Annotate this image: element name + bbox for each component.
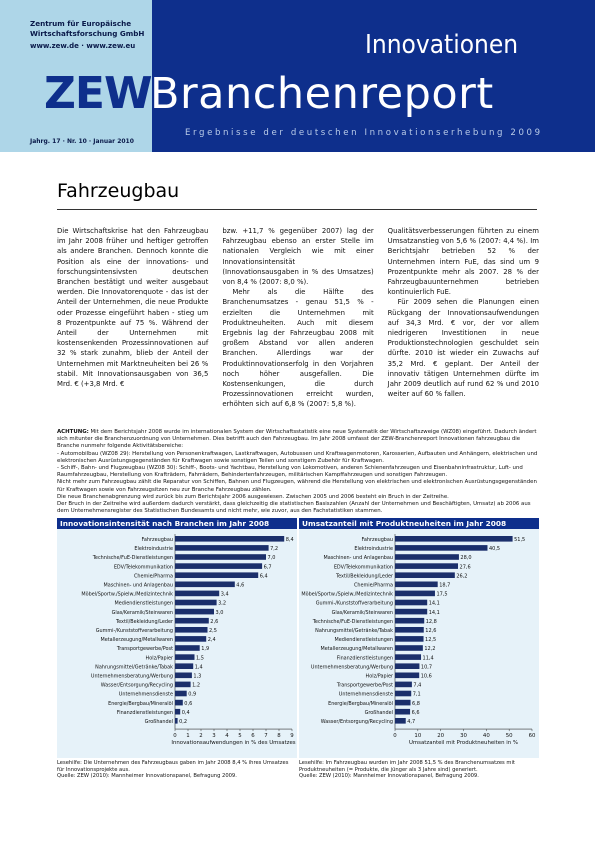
caption-text: Lesehilfe: Im Fahrzeugbau wurden im Jahr 2008 51,5 % des Branchenumsatzes mit Produktneuheiten (= Produkte, die jünger als 3 Jahre sind) generiert. xyxy=(299,760,515,773)
bar-value-label: 28,0 xyxy=(460,555,472,562)
bar xyxy=(395,636,424,642)
bar xyxy=(395,691,411,697)
x-tick-label: 60 xyxy=(528,733,536,740)
bar xyxy=(175,618,209,624)
caption-left xyxy=(57,760,297,780)
x-tick-label: 40 xyxy=(482,733,490,740)
bar xyxy=(175,700,183,706)
bar-value-label: 12,6 xyxy=(425,628,437,634)
x-tick-label: 9 xyxy=(290,733,294,740)
category-label: Holz/Papier xyxy=(365,673,393,680)
bar-value-label: 2,6 xyxy=(210,618,219,625)
header-banner xyxy=(0,0,595,152)
bar-value-label: 6,6 xyxy=(411,709,420,716)
bar-value-label: 2,5 xyxy=(209,628,217,634)
category-label: Großhandel xyxy=(364,709,393,716)
bar-value-label: 1,9 xyxy=(201,646,210,653)
category-label: Unternehmensdienste xyxy=(338,691,393,698)
bar xyxy=(175,582,235,588)
bar-value-label: 4,6 xyxy=(236,582,245,589)
category-label: Wasser/Entsorgung/Recycling xyxy=(100,682,173,689)
bar-value-label: 14,1 xyxy=(428,609,440,616)
bar-value-label: 10,7 xyxy=(420,664,433,671)
org-name xyxy=(30,19,144,39)
category-label: Chemie/Pharma xyxy=(133,573,173,580)
x-axis-title: Umsatzanteil mit Produktneuheiten in % xyxy=(408,740,519,747)
category-label: Textil/Bekleidung/Leder xyxy=(335,573,393,580)
category-label: Fahrzeugbau xyxy=(141,537,173,543)
bar-value-label: 10,6 xyxy=(420,673,432,680)
category-label: Gummi-/Kunststoffverarbeitung xyxy=(315,600,393,607)
bar xyxy=(175,600,217,606)
bar xyxy=(395,582,438,588)
bar xyxy=(395,663,419,669)
bar xyxy=(175,636,206,642)
x-tick-label: 5 xyxy=(238,733,242,740)
issue-info: Jahrg. 17 · Nr. 10 · Januar 2010 xyxy=(30,138,134,145)
bar xyxy=(175,536,284,542)
bar-value-label: 14,1 xyxy=(428,600,440,607)
bar-value-label: 8,4 xyxy=(285,537,294,543)
x-tick-label: 2 xyxy=(199,733,203,740)
category-label: EDV/Telekommunikation xyxy=(113,564,173,571)
category-label: Glas/Keramik/Steinwaren xyxy=(331,609,393,616)
x-tick-label: 30 xyxy=(460,733,467,740)
x-tick-label: 10 xyxy=(414,733,422,740)
header-left-panel xyxy=(0,0,152,152)
bar xyxy=(395,645,423,651)
bar xyxy=(395,591,435,597)
bar-value-label: 17,5 xyxy=(436,591,448,598)
x-tick-label: 20 xyxy=(437,733,445,740)
chart-product-novelty-share xyxy=(299,518,539,758)
report-title-line-1: Innovationen xyxy=(365,30,519,60)
org-urls[interactable]: www.zew.de · www.zew.eu xyxy=(30,42,136,50)
bar xyxy=(175,654,195,660)
bar xyxy=(175,609,214,615)
page-title: Fahrzeugbau xyxy=(57,180,180,202)
bar xyxy=(395,700,411,706)
bar xyxy=(395,618,424,624)
category-label: Textil/Bekleidung/Leder xyxy=(115,618,173,625)
category-label: Elektroindustrie xyxy=(354,546,393,553)
org-line-2: Wirtschaftsforschung GmbH xyxy=(30,29,145,38)
bar-value-label: 7,0 xyxy=(267,555,276,562)
category-label: Gummi-/Kunststoffverarbeitung xyxy=(95,628,173,634)
note-label: ACHTUNG: xyxy=(57,429,89,435)
chart-title: Umsatzanteil mit Produktneuheiten im Jahr 2008 xyxy=(299,518,539,529)
report-title-line-2: Branchenreport xyxy=(150,69,494,119)
paragraph: Für 2009 sehen die Planungen einen Rückgang der Innovationsaufwendungen auf 34,3 Mrd. € vor, der vor allem niedrigeren Investitionen in neue Produktionstechnologien geschuldet sein dürfte. 2010 ist wieder ein Zuwachs auf 35,2 Mrd. € geplant. Der Anteil der innovativ tätigen Unternehmen dürfte im Jahr 2009 deutlich auf rund 62 % und 2010 weiter auf 60 % fallen. xyxy=(387,298,539,399)
bar-value-label: 1,3 xyxy=(193,673,202,680)
bar xyxy=(175,591,219,597)
org-line-1: Zentrum für Europäische xyxy=(30,19,132,28)
bar xyxy=(175,691,187,697)
bar xyxy=(175,709,180,715)
bar-value-label: 7,2 xyxy=(270,546,279,553)
category-label: Großhandel xyxy=(144,719,173,725)
category-label: Mediendienstleistungen xyxy=(334,637,393,644)
article-column-2 xyxy=(222,226,373,410)
x-tick-label: 3 xyxy=(212,733,216,740)
category-label: Elektroindustrie xyxy=(134,546,173,553)
paragraph: Qualitätsverbesserungen führten zu einem Umsatzanstieg von 5,6 % (2007: 4,4 %). Im Berichtsjahr betrieben 52 % der Unternehmen intern FuE, das sind um 9 Prozentpunkte mehr als 2007. 28 % der Fahrzeugbauunternehmen betrieben kontinuierlich FuE. xyxy=(387,227,539,297)
x-tick-label: 8 xyxy=(277,733,281,740)
bar-value-label: 12,5 xyxy=(425,637,437,644)
category-label: Energie/Bergbau/Mineralöl xyxy=(328,700,393,707)
article-body xyxy=(57,226,539,410)
bar-value-label: 6,8 xyxy=(412,700,420,707)
category-label: Chemie/Pharma xyxy=(353,582,393,589)
bar xyxy=(395,627,424,633)
category-label: Möbel/Sportw./Spielw./Medizintechnik xyxy=(301,591,393,598)
bar-value-label: 27,6 xyxy=(459,564,471,571)
bar-value-label: 11,4 xyxy=(422,655,434,662)
bar xyxy=(175,545,269,551)
category-label: Maschinen- und Anlagenbau xyxy=(103,582,173,589)
category-label: Holz/Papier xyxy=(145,655,173,662)
bar xyxy=(395,709,410,715)
bar xyxy=(395,673,419,679)
bar-value-label: 1,2 xyxy=(192,682,201,689)
bar xyxy=(175,645,200,651)
note-intro xyxy=(57,429,539,451)
bar xyxy=(175,718,178,724)
bar xyxy=(175,572,258,578)
classification-note xyxy=(57,429,539,515)
caption-source: Quelle: ZEW (2010): Mannheimer Innovationspanel, Befragung 2009. xyxy=(57,773,237,780)
x-tick-label: 7 xyxy=(264,733,268,740)
bar-value-label: 2,4 xyxy=(207,637,216,644)
bar xyxy=(395,718,406,724)
bar-value-label: 0,6 xyxy=(184,700,193,707)
bar xyxy=(395,682,412,688)
bar xyxy=(175,663,193,669)
paragraph: Mehr als die Hälfte des Branchenumsatzes - genau 51,5 % - erzielten die Unternehmen mit Produktneuheiten. Auch mit diesem Ergebnis lag der Fahrzeugbau 2008 mit großem Abstand vor allen anderen Branchen. Allerdings war der Produktinnovationserfolg in den Vorjahren noch höher ausgefallen. Die Kostensenkungen, die durch Prozessinnovationen erreicht wurden, erhöhten sich auf 6,8 % (2007: 5,8 %). xyxy=(222,288,374,409)
category-label: Transportgewerbe/Post xyxy=(336,682,393,689)
bar-value-label: 3,0 xyxy=(215,609,224,616)
bar-value-label: 18,7 xyxy=(439,582,451,589)
caption-source: Quelle: ZEW (2010): Mannheimer Innovationspanel, Befragung 2009. xyxy=(299,773,479,780)
category-label: Transportgewerbe/Post xyxy=(116,646,173,653)
category-label: Metallerzeugung/Metallwaren xyxy=(100,637,173,644)
x-tick-label: 1 xyxy=(186,733,190,740)
chart-title: Innovationsintensität nach Branchen im Jahr 2008 xyxy=(57,518,297,529)
bar-value-label: 0,9 xyxy=(188,691,197,698)
bar-value-label: 7,1 xyxy=(412,691,421,698)
article-column-1 xyxy=(57,226,208,410)
bar xyxy=(395,563,458,569)
category-label: Nahrungsmittel/Getränke/Tabak xyxy=(315,628,393,634)
category-label: Technische/FuE-Dienstleistungen xyxy=(92,555,173,562)
caption-right xyxy=(299,760,539,780)
bar xyxy=(175,673,192,679)
title-divider xyxy=(57,209,537,210)
bar xyxy=(395,654,421,660)
bar-value-label: 6,7 xyxy=(263,564,272,571)
note-line: Die neue Branchenabgrenzung wird zurück bis zum Berichtsjahr 2006 ausgewiesen. Zwischen 2005 und 2006 besteht ein Bruch in der Zeitreihe. xyxy=(57,493,449,500)
category-label: Unternehmensberatung/Werbung xyxy=(90,673,173,680)
bar-chart-svg xyxy=(57,529,297,758)
bar-value-label: 0,4 xyxy=(181,709,190,716)
x-tick-label: 0 xyxy=(393,733,397,740)
bar xyxy=(395,572,455,578)
category-label: Wasser/Entsorgung/Recycling xyxy=(320,719,393,725)
bar-value-label: 12,2 xyxy=(424,646,436,653)
bar xyxy=(175,563,262,569)
caption-text: Lesehilfe: Die Unternehmen des Fahrzeugbaus gaben im Jahr 2008 8,4 % ihres Umsatzes für Innovationsprojekte aus. xyxy=(57,760,289,773)
bar-value-label: 4,7 xyxy=(407,719,416,725)
x-tick-label: 6 xyxy=(251,733,255,740)
category-label: Mediendienstleistungen xyxy=(114,600,173,607)
note-intro-text: Mit dem Berichtsjahr 2008 wurde im internationalen System der Wirtschaftsstatistik eine neue Systematik der Wirtschaftszweige (WZ08) eingeführt. Dadurch ändert sich mitunter die Branchenzuordnung von Unternehmen. Dies betrifft auch den Fahrzeugbau. Im Jahr 2008 umfasst der ZEW-Branchenreport Innovationen fahrzeugbau die Branche nunmehr folgende Aktivitätsbereiche: xyxy=(57,429,537,450)
category-label: Möbel/Sportw./Spielw./Medizintechnik xyxy=(81,591,173,598)
category-label: Energie/Bergbau/Mineralöl xyxy=(108,700,173,707)
zew-logo: ZEW xyxy=(44,68,152,119)
category-label: Nahrungsmittel/Getränke/Tabak xyxy=(95,664,173,671)
bar xyxy=(395,609,427,615)
category-label: Unternehmensberatung/Werbung xyxy=(310,664,393,671)
category-label: Technische/FuE-Dienstleistungen xyxy=(312,618,393,625)
paragraph: bzw. +11,7 % gegenüber 2007) lag der Fahrzeugbau ebenso an erster Stelle im nationalen Vergleich wie mit einer Innovationsintensität (Innovationsausgaben in % des Umsatzes) von 8,4 % (2007: 8,0 %). xyxy=(222,227,374,287)
paragraph: Die Wirtschaftskrise hat den Fahrzeugbau im Jahr 2008 früher und heftiger getroffen als andere Branchen. Dennoch konnte die Position als eine der innovations- und forschungsintensivsten deutschen Branchen bestätigt und weiter ausgebaut werden. Die Innovatorenquote - das ist der Anteil der Unternehmen, die neue Produkte oder Prozesse eingeführt haben - stieg um 8 Prozentpunkte auf 75 %. Während der Anteil der Unternehmen mit kostensenkenden Prozessinnovationen auf 32 % stark zunahm, blieb der Anteil der Unternehmen mit Marktneuheiten bei 26 % stabil. Mit Innovationsausgaben von 36,5 Mrd. € (+3,8 Mrd. € xyxy=(57,227,209,389)
category-label: Finanzdienstleistungen xyxy=(336,655,393,662)
category-label: Metallerzeugung/Metallwaren xyxy=(320,646,393,653)
article-column-3 xyxy=(388,226,539,410)
category-label: Unternehmensdienste xyxy=(118,691,173,698)
note-line: Nicht mehr zum Fahrzeugbau zählt die Reparatur von Schiffen, Bahnen und Flugzeugen, während die Herstellung von elektrischen und elektronischen Ausrüstungsgegenständen für Kraftwagen sowie von Fahrzeugsitzen neu zur Branche Fahrzeugbau zählen. xyxy=(57,479,537,493)
bar xyxy=(175,554,266,560)
chart-innovation-intensity xyxy=(57,518,297,758)
bar-value-label: 40,5 xyxy=(488,546,501,553)
bar-value-label: 26,2 xyxy=(456,573,468,580)
bar xyxy=(395,545,487,551)
bar-value-label: 1,4 xyxy=(194,664,203,671)
note-line: Der Bruch in der Zeitreihe wird außerdem dadurch verstärkt, dass gleichzeitig die statistischen Basiszahlen (Anzahl der Unternehmen und Beschäftigten, Umsatz) ab 2006 aus dem Unternehmensregister des Statistischen Bundesamts und nicht mehr, wie zuvor, aus den Fachstatistiken stammen. xyxy=(57,501,531,515)
bar xyxy=(395,554,459,560)
x-tick-label: 50 xyxy=(505,733,513,740)
report-subtitle: Ergebnisse der deutschen Innovationserhebung 2009 xyxy=(185,128,543,138)
category-label: Maschinen- und Anlagenbau xyxy=(323,555,393,562)
bar-value-label: 3,2 xyxy=(218,600,227,607)
bar xyxy=(395,536,513,542)
category-label: Glas/Keramik/Steinwaren xyxy=(111,609,173,616)
category-label: Fahrzeugbau xyxy=(361,537,393,543)
x-tick-label: 4 xyxy=(225,733,229,740)
x-axis-title: Innovationsaufwendungen in % des Umsatzes xyxy=(171,740,296,747)
bar xyxy=(175,627,208,633)
bar-value-label: 6,4 xyxy=(259,573,268,580)
note-bullet: - Automobilbau (WZ08 29): Herstellung von Personenkraftwagen, Lastkraftwagen, Autobussen und Kraftwagenmotoren, Karosserien, Aufbauten und Anhängern, elektrischen und elektronischen Ausrüstungsgegenständen für Kraftwagen sowie sonstigen Teilen und sonstigem Zubehör für Kraftwagen. xyxy=(57,450,538,464)
note-bullet: - Schiff-, Bahn- und Flugzeugbau (WZ08 30): Schiff-, Boots- und Yachtbau, Herstellung von Lokomotiven, anderen Schienenfahrzeugen und Eisenbahninfrastruktur, Luft- und Raumfahrzeugbau, Herstellung von Krafträdern, Fahrrädern, Behindertenfahrzeugen, militärischen Kampffahrzeugen und sonstigen Fahrzeugen. xyxy=(57,465,523,479)
bar-value-label: 12,8 xyxy=(425,618,437,625)
bar-value-label: 51,5 xyxy=(514,537,526,543)
bar-value-label: 3,4 xyxy=(220,591,229,598)
x-tick-label: 0 xyxy=(173,733,177,740)
bar-value-label: 7,4 xyxy=(413,682,422,689)
bar xyxy=(395,600,427,606)
category-label: EDV/Telekommunikation xyxy=(333,564,393,571)
bar xyxy=(175,682,191,688)
bar-value-label: 1,5 xyxy=(196,655,204,662)
bar-value-label: 0,2 xyxy=(179,719,188,725)
bar-chart-svg xyxy=(299,529,539,758)
category-label: Finanzdienstleistungen xyxy=(116,709,173,716)
